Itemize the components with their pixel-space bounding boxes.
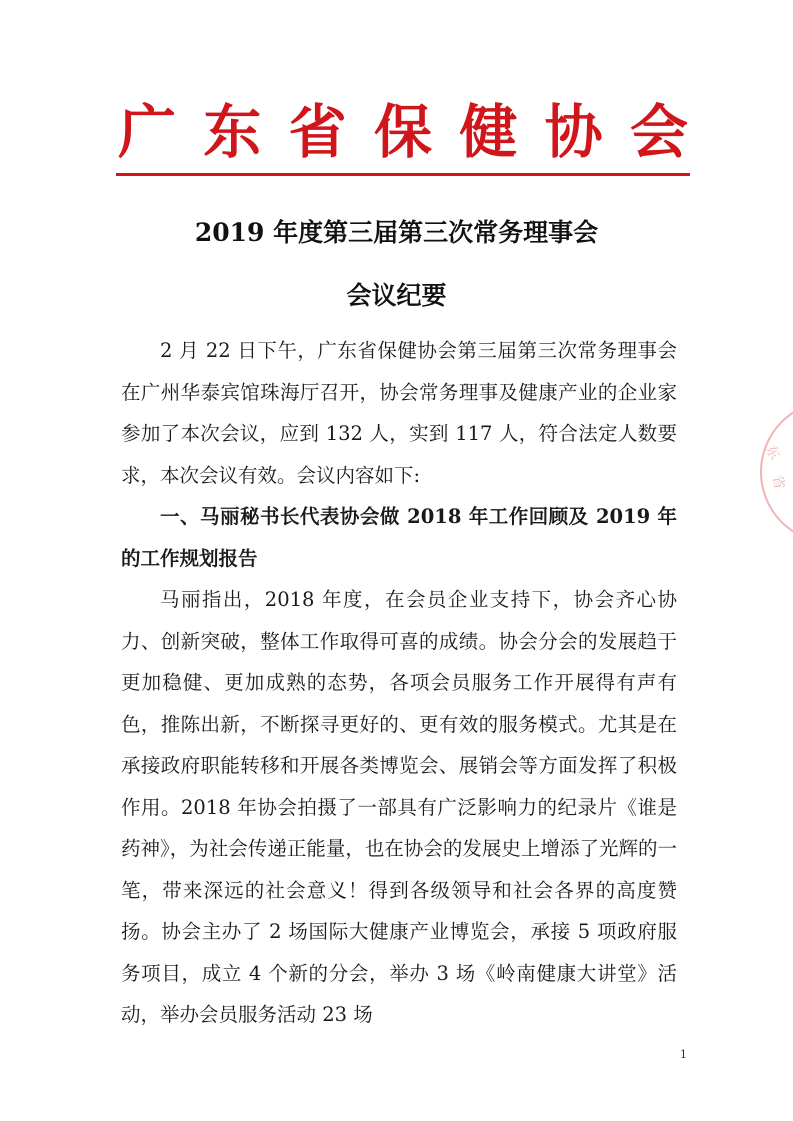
document-body [121, 330, 677, 1036]
letterhead-char: 广 [118, 98, 177, 166]
document-title: 2019 年度第三届第三次常务理事会 [194, 218, 599, 247]
body-paragraph: 2 月 22 日下午，广东省保健协会第三届第三次常务理事会在广州华泰宾馆珠海厅召开，协会常务理事及健康产业的企业家参加了本次会议，应到 132 人，实到 117 人，符合法定人数要求，本次会议有效。会议内容如下: [121, 339, 677, 487]
letterhead-char: 协 [544, 98, 603, 166]
letterhead-char: 东 [203, 98, 262, 166]
body-paragraph: 马丽指出，2018 年度，在会员企业支持下，协会齐心协力、创新突破，整体工作取得可喜的成绩。协会分会的发展趋于更加稳健、更加成熟的态势，各项会员服务工作开展得有声有色，推陈出新，不断探寻更好的、更有效的服务模式。尤其是在承接政府职能转移和开展各类博览会、展销会等方面发挥了积极作用。2018 年协会拍摄了一部具有广泛影响力的纪录片《谁是药神》，为社会传递正能量，也在协会的发展史上增添了光辉的一笔，带来深远的社会意义！得到各级领导和社会各界的高度赞扬。协会主办了 2 场国际大健康产业博览会，承接 5 项政府服务项目，成立 4 个新的分会，举办 3 场《岭南健康大讲堂》活动，举办会员服务活动 23 场 [121, 588, 677, 1026]
document-subtitle: 会议纪要 [346, 281, 447, 310]
letterhead [118, 92, 688, 166]
letterhead-char: 健 [459, 98, 518, 166]
section-heading: 一、马丽秘书长代表协会做 2018 年工作回顾及 2019 年的工作规划报告 [121, 505, 677, 570]
seal-mark: 东 [761, 442, 783, 463]
letterhead-char: 会 [629, 98, 688, 166]
letterhead-divider [116, 173, 690, 176]
page-number: 1 [680, 1048, 687, 1061]
seal-mark: 省 [768, 473, 788, 491]
letterhead-char: 保 [373, 98, 432, 166]
official-seal-stamp [760, 400, 793, 544]
letterhead-char: 省 [288, 98, 347, 166]
